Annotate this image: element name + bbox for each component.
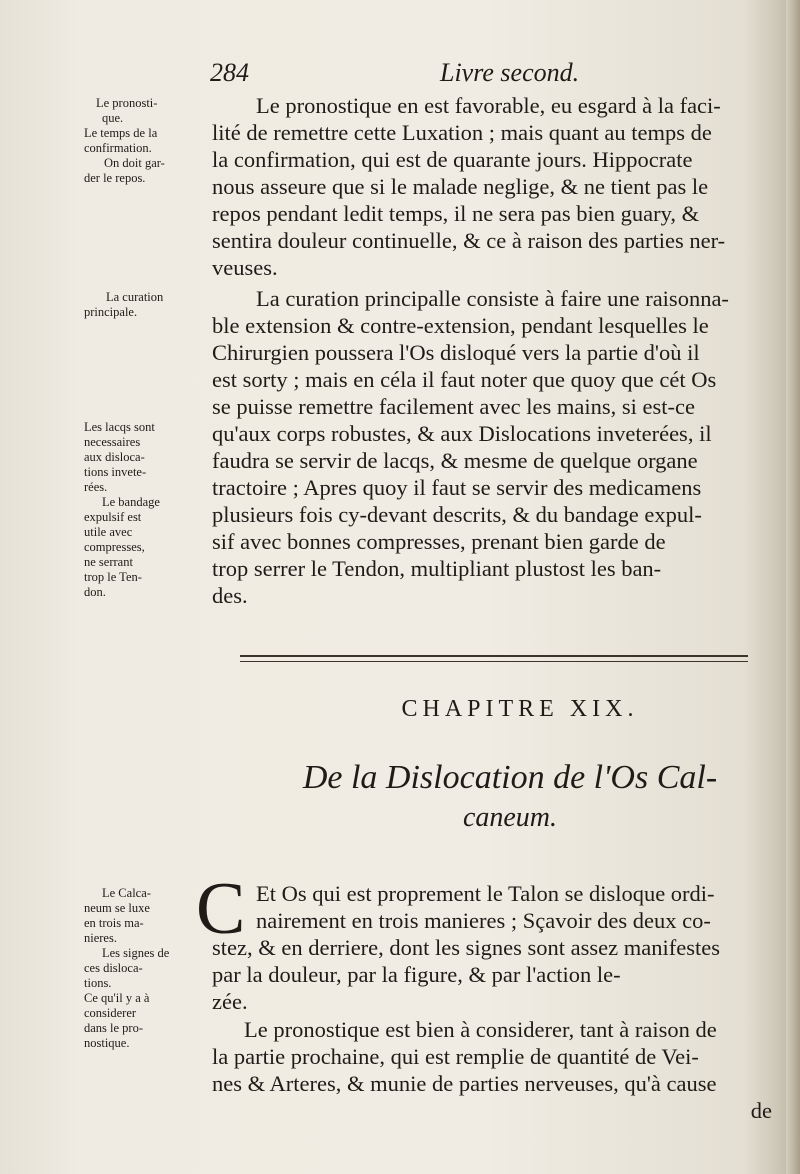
margin-notes-lacqs: [84, 420, 206, 600]
text-line: la partie prochaine, qui est remplie de quantité de Vei-: [212, 1044, 699, 1069]
text-line: des.: [212, 583, 248, 608]
margin-note-line: expulsif est: [84, 510, 142, 524]
margin-note-curation: [84, 290, 206, 320]
margin-note-line: Ce qu'il y a à: [84, 991, 150, 1005]
text-line: trop serrer le Tendon, multipliant plustost les ban-: [212, 556, 662, 581]
text-line: zée.: [212, 989, 248, 1014]
margin-note-line: Les signes de: [102, 946, 170, 960]
text-line: se puisse remettre facilement avec les mains, si est-ce: [212, 394, 695, 419]
text-line: repos pendant ledit temps, il ne sera pas bien guary, &: [212, 201, 700, 226]
margin-note-line: rées.: [84, 480, 108, 494]
margin-note-line: trop le Ten-: [84, 570, 142, 584]
margin-note-line: necessaires: [84, 435, 141, 449]
margin-note-line: ces disloca-: [84, 961, 143, 975]
margin-note-line: don.: [84, 585, 106, 599]
text-line: nous asseure que si le malade neglige, & ne tient pas le: [212, 174, 709, 199]
text-line: la confirmation, qui est de quarante jours. Hippocrate: [212, 147, 693, 172]
drop-cap: C: [196, 868, 246, 950]
text-line: de: [750, 1098, 772, 1123]
margin-note-line: considerer: [84, 1006, 137, 1020]
page-header: [200, 58, 600, 90]
paragraph-calcaneum: [212, 880, 792, 1015]
page-number: 284: [210, 58, 249, 87]
text-line: Chirurgien poussera l'Os disloqué vers la partie d'où il: [212, 340, 700, 365]
margin-note-line: nostique.: [84, 1036, 130, 1050]
margin-note-line: Le pronosti-: [96, 96, 158, 110]
margin-note-line: en trois ma-: [84, 916, 144, 930]
margin-note-line: neum se luxe: [84, 901, 150, 915]
text-line: tractoire ; Apres quoy il faut se servir des medicamens: [212, 475, 702, 500]
text-line: ble extension & contre-extension, pendant lesquelles le: [212, 313, 709, 338]
text-line: Le pronostique est bien à considerer, tant à raison de: [244, 1017, 717, 1042]
margin-note-line: compresses,: [84, 540, 145, 554]
margin-note-line: nieres.: [84, 931, 117, 945]
margin-note-line: ne serrant: [84, 555, 133, 569]
margin-note-line: principale.: [84, 305, 138, 319]
text-line: nairement en trois manieres ; Sçavoir des deux co-: [256, 908, 711, 933]
text-line: La curation principalle consiste à faire une raisonna-: [256, 286, 729, 311]
margin-note-line: tions.: [84, 976, 112, 990]
running-title: Livre second.: [440, 58, 580, 87]
margin-note-line: dans le pro-: [84, 1021, 144, 1035]
text-line: veuses.: [212, 255, 278, 280]
text-line: Le pronostique en est favorable, eu esgard à la faci-: [256, 93, 721, 118]
text-line: sif avec bonnes compresses, prenant bien garde de: [212, 529, 666, 554]
paragraph-pronostic-calcaneum: [212, 1016, 792, 1124]
text-line: par la douleur, par la figure, & par l'action le-: [212, 962, 621, 987]
text-line: qu'aux corps robustes, & aux Dislocations inveterées, il: [212, 421, 712, 446]
text-line: nes & Arteres, & munie de parties nerveuses, qu'à cause: [212, 1071, 717, 1096]
margin-note-line: Le Calca-: [102, 886, 151, 900]
margin-note-line: Le bandage: [102, 495, 160, 509]
margin-note-line: utile avec: [84, 525, 133, 539]
paragraph-curation: [212, 285, 792, 609]
text-line: sentira douleur continuelle, & ce à raison des parties ner-: [212, 228, 726, 253]
margin-note-line: der le repos.: [84, 171, 146, 185]
margin-note-line: que.: [102, 111, 124, 125]
text-line: stez, & en derriere, dont les signes sont assez manifestes: [212, 935, 720, 960]
text-line: faudra se servir de lacqs, & mesme de quelque organe: [212, 448, 698, 473]
margin-note-line: Le temps de la: [84, 126, 158, 140]
text-line: est sorty ; mais en céla il faut noter que quoy que cét Os: [212, 367, 717, 392]
margin-note-line: Les lacqs sont: [84, 420, 155, 434]
text-line: lité de remettre cette Luxation ; mais quant au temps de: [212, 120, 712, 145]
margin-note-line: La curation: [106, 290, 164, 304]
margin-note-line: tions invete-: [84, 465, 147, 479]
chapter-title: [240, 758, 780, 838]
chapter-title-line: De la Dislocation de l'Os Cal-: [302, 759, 718, 796]
chapter-title-line: caneum.: [462, 802, 558, 833]
margin-note-line: aux disloca-: [84, 450, 145, 464]
paragraph-pronostic: [212, 92, 792, 281]
margin-note-line: On doit gar-: [104, 156, 165, 170]
section-rule: [240, 655, 748, 662]
margin-notes-bottom: [84, 886, 206, 1051]
text-line: Et Os qui est proprement le Talon se disloque ordi-: [256, 881, 715, 906]
margin-note-line: confirmation.: [84, 141, 152, 155]
margin-notes-top: [84, 96, 206, 186]
text-line: plusieurs fois cy-devant descrits, & du bandage expul-: [212, 502, 702, 527]
chapter-heading: CHAPITRE XIX.: [401, 696, 639, 722]
